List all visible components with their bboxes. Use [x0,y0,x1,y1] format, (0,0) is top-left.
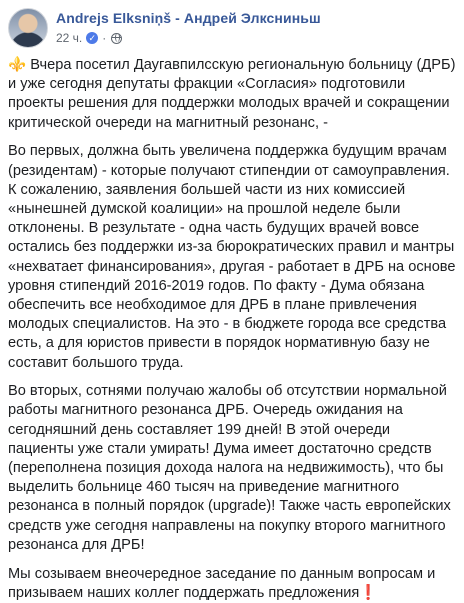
post-paragraph-1 [8,56,460,133]
fleur-de-lis-emoji: ⚜️ [8,57,27,73]
post-body [8,56,460,603]
post-timestamp[interactable]: 22 ч. [56,31,83,45]
author-name[interactable]: Andrejs Elksniņš - Андрей Элксниньш [56,10,321,26]
globe-icon[interactable] [111,33,122,44]
post-header [8,6,456,56]
author-avatar[interactable] [8,8,48,48]
post-header-text [56,6,321,45]
post-paragraph-2: Во первых, должна быть увеличена поддержка будущим врачам (резидентам) - которые получают стипендии от самоуправления. К сожалению, заявления большей части из них комиссией «нынешней думской коалиции» на прошлой неделе были отклонены. В результате - одна часть будущих врачей вовсе остались без поддержки из-за бюрократических правил и мантры «нехватает финансирования», другая - работает в ДРБ на основе уровня стипендий 2016-2019 годов. По факту - Дума обязана обеспечить все необходимое для ДРБ в плане привлечения молодых специалистов. На это - в бюджете города все средства есть, а для юристов привести в порядок нормативную базу не составит большого труда. [8,143,456,371]
post-paragraph-1-text: Вчера посетил Даугавпилсскую региональную больницу (ДРБ) и уже сегодня депутаты фракции «Согласия» подготовили проекты решения для поддержки молодых врачей и сокращении критической очереди на магнитный резонанс, - [8,57,456,131]
meta-separator: · [102,31,107,45]
post-paragraph-3: Во вторых, сотнями получаю жалобы об отсутствии нормальной работы магнитного резонанса ДРБ. Очередь ожидания на сегодняшний день составляет 199 дней! В этой очереди пациенты уже стали умирать! Дума имеет достаточно средств (переполнена позиция дохода налога на недвижимость), что бы выделить больнице 460 тысяч на приведение магнитного резонанса в полный порядок (upgrade)! Также часть европейских средств уже сегодня направлены на покупку второго магнитного резонанса для ДРБ! [8,383,451,553]
verified-badge-icon: ✓ [86,32,98,44]
post-meta [56,31,321,45]
post-paragraph-4 [8,565,460,603]
post-paragraph-4-text: Мы созываем внеочередное заседание по данным вопросам и призываем наших коллег поддержать предложения [8,565,436,601]
red-exclamation-emoji: ❗ [359,584,378,601]
